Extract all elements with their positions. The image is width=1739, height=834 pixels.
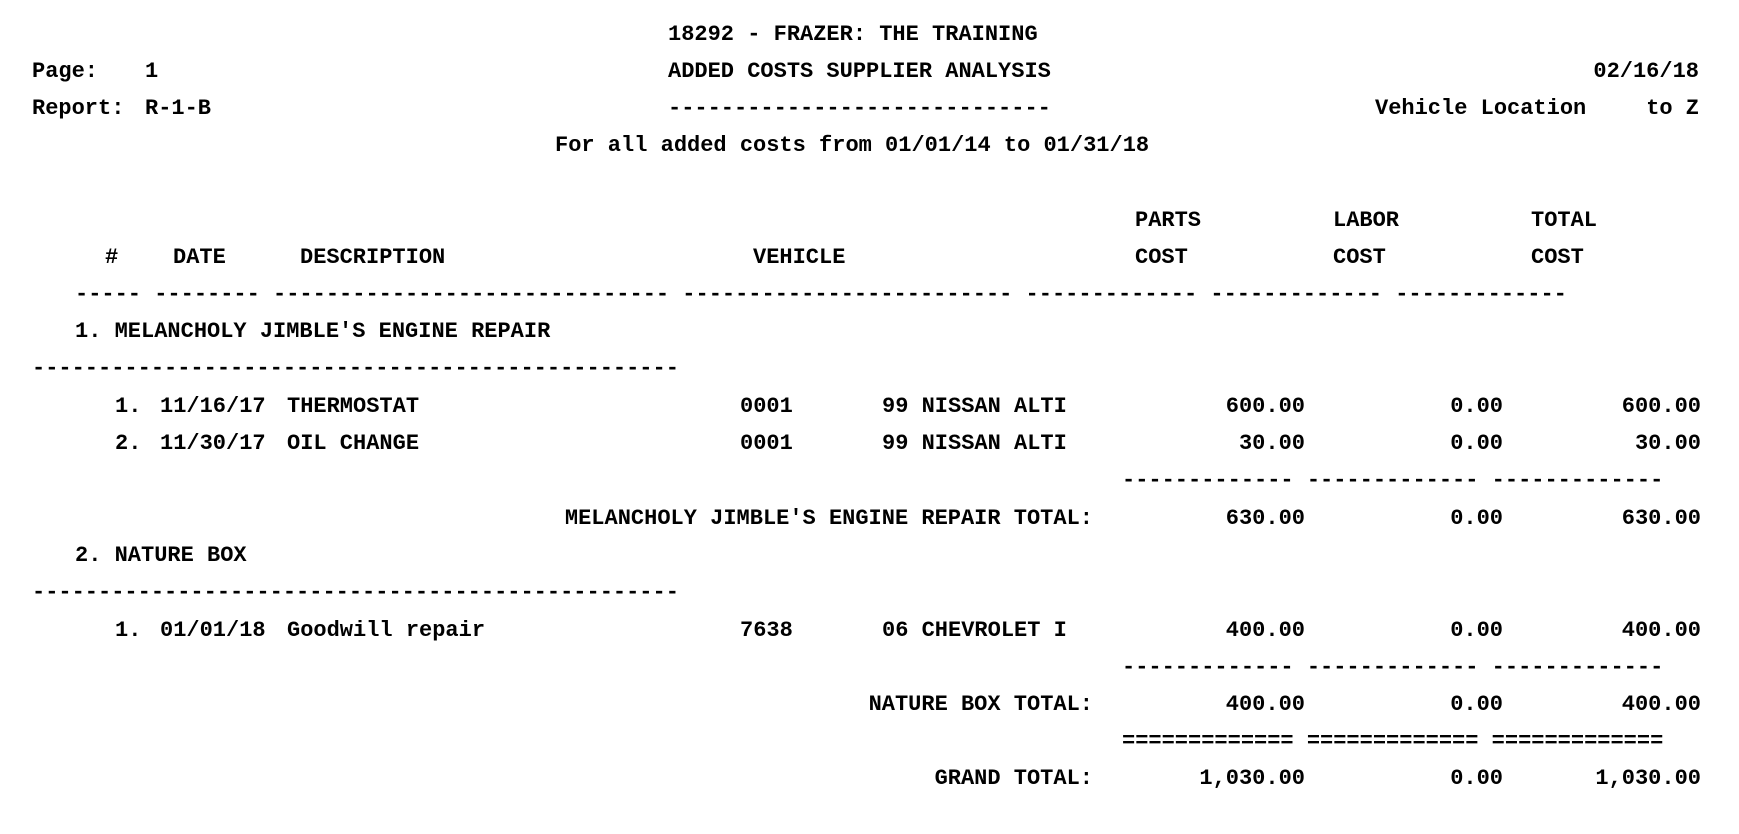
header-rule: ----- -------- ------------------------------ ------------------------- ------------- ------------- ------------- [75, 282, 1567, 307]
sort-to: to Z [1646, 96, 1699, 121]
col-vehicle: VEHICLE [753, 245, 846, 270]
supplier-rule: ------------------------------------------------- [32, 356, 679, 381]
row-total: 30.00 [1634, 431, 1701, 456]
row-description: THERMOSTAT [287, 394, 420, 419]
col-parts-top: PARTS [1135, 208, 1202, 233]
col-date: DATE [173, 245, 226, 270]
page-label: Page: [32, 59, 99, 84]
company-title: 18292 - FRAZER: THE TRAINING [668, 22, 1038, 47]
row-labor: 0.00 [1450, 394, 1503, 419]
supplier-total-labor: 0.00 [1450, 692, 1503, 717]
date-range: For all added costs from 01/01/14 to 01/31/18 [555, 133, 1150, 158]
row-num: 1. [115, 394, 142, 419]
report-title: ADDED COSTS SUPPLIER ANALYSIS [668, 59, 1051, 84]
page-number: 1 [145, 59, 159, 84]
row-description: OIL CHANGE [287, 431, 420, 456]
report-date: 02/16/18 [1593, 59, 1699, 84]
row-num: 1. [115, 618, 142, 643]
supplier-total-labor: 0.00 [1450, 506, 1503, 531]
row-parts: 600.00 [1225, 394, 1305, 419]
report-label: Report: [32, 96, 125, 121]
supplier-total-total: 630.00 [1621, 506, 1701, 531]
col-labor-bottom: COST [1333, 245, 1386, 270]
supplier-total-label: NATURE BOX TOTAL: [868, 692, 1093, 717]
supplier-total-parts: 400.00 [1225, 692, 1305, 717]
supplier-heading: 1. MELANCHOLY JIMBLE'S ENGINE REPAIR [75, 319, 551, 344]
title-underline: ----------------------------- [668, 96, 1051, 121]
row-vehicle: 99 NISSAN ALTI [882, 394, 1067, 419]
grand-total-labor: 0.00 [1450, 766, 1503, 791]
supplier-total-total: 400.00 [1621, 692, 1701, 717]
row-vehicle: 06 CHEVROLET I [882, 618, 1067, 643]
col-parts-bottom: COST [1135, 245, 1188, 270]
row-total: 600.00 [1621, 394, 1701, 419]
row-parts: 30.00 [1238, 431, 1305, 456]
sort-label: Vehicle Location [1375, 96, 1587, 121]
row-description: Goodwill repair [287, 618, 486, 643]
row-stock: 0001 [740, 394, 793, 419]
col-num: # [105, 245, 119, 270]
col-labor-top: LABOR [1333, 208, 1400, 233]
supplier-total-label: MELANCHOLY JIMBLE'S ENGINE REPAIR TOTAL: [564, 506, 1093, 531]
col-total-top: TOTAL [1531, 208, 1598, 233]
col-total-bottom: COST [1531, 245, 1584, 270]
row-total: 400.00 [1621, 618, 1701, 643]
row-stock: 7638 [740, 618, 793, 643]
row-labor: 0.00 [1450, 618, 1503, 643]
report-id: R-1-B [145, 96, 212, 121]
supplier-total-parts: 630.00 [1225, 506, 1305, 531]
row-parts: 400.00 [1225, 618, 1305, 643]
row-num: 2. [115, 431, 142, 456]
row-vehicle: 99 NISSAN ALTI [882, 431, 1067, 456]
subtotal-rule: ------------- ------------- ------------- [1122, 655, 1664, 680]
grand-total-total: 1,030.00 [1595, 766, 1701, 791]
subtotal-rule: ------------- ------------- ------------- [1122, 468, 1664, 493]
row-date: 11/30/17 [160, 431, 266, 456]
grand-total-label: GRAND TOTAL: [934, 766, 1093, 791]
supplier-heading: 2. NATURE BOX [75, 543, 247, 568]
supplier-rule: ------------------------------------------------- [32, 580, 679, 605]
row-date: 11/16/17 [160, 394, 266, 419]
row-stock: 0001 [740, 431, 793, 456]
col-description: DESCRIPTION [300, 245, 446, 270]
row-date: 01/01/18 [160, 618, 266, 643]
grand-total-rule: ============= ============= ============= [1122, 729, 1664, 754]
grand-total-parts: 1,030.00 [1199, 766, 1305, 791]
row-labor: 0.00 [1450, 431, 1503, 456]
